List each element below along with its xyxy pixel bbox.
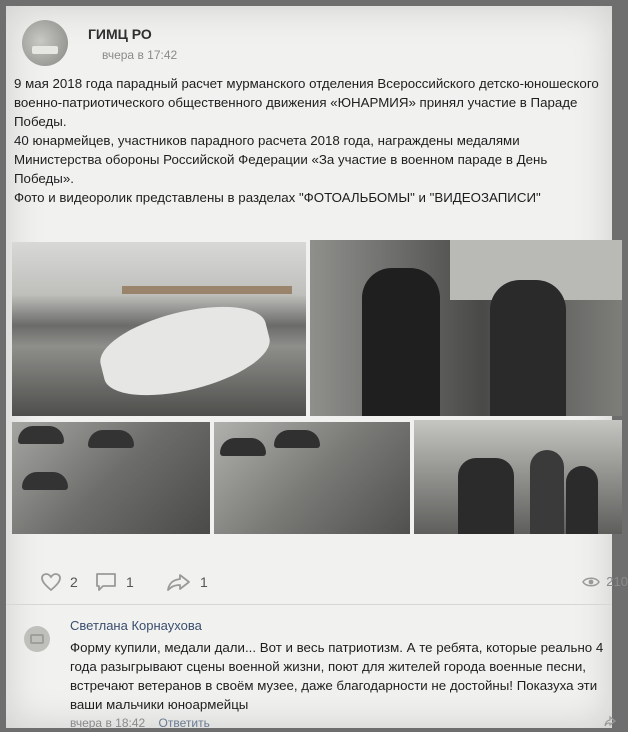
reply-button[interactable]: Ответить bbox=[158, 716, 210, 730]
post-paragraph: 40 юнармейцев, участников парадного расчета 2018 года, награждены медалями Министерства обороны Российской Федерации «За участие в военном параде в День Победы». bbox=[14, 133, 548, 186]
heart-icon bbox=[40, 572, 62, 592]
comment-time[interactable]: вчера в 18:42 bbox=[70, 716, 146, 730]
camera-icon bbox=[30, 634, 44, 644]
comment-text: Форму купили, медали дали... Вот и весь патриотизм. А те ребята, которые реально 4 года разыгрывают сцены военной жизни, поют для жителей города военные песни, встречают ветеранов в своём музее, даже благодарности не достойны! Показуха эти ваши мальчики юноармейцы bbox=[70, 640, 604, 712]
comment-meta bbox=[70, 716, 210, 730]
post-paragraph: Фото и видеоролик представлены в разделах "ФОТОАЛЬБОМЫ" и "ВИДЕОЗАПИСИ" bbox=[14, 190, 541, 205]
photo-award-ceremony[interactable] bbox=[310, 240, 622, 416]
group-avatar[interactable] bbox=[22, 20, 68, 66]
comment-button[interactable] bbox=[94, 572, 134, 592]
post-time[interactable]: вчера в 17:42 bbox=[102, 48, 178, 62]
share-icon[interactable] bbox=[604, 716, 616, 728]
photo-cadets-2[interactable] bbox=[214, 422, 410, 534]
share-button[interactable] bbox=[166, 572, 208, 592]
post-author[interactable]: ГИМЦ РО bbox=[88, 26, 152, 42]
comment-icon bbox=[94, 572, 118, 592]
photo-award-handshake[interactable] bbox=[414, 420, 622, 534]
post-paragraph: 9 мая 2018 года парадный расчет мурманского отделения Всероссийского детско-юношеского военно-патриотического общественного движения «ЮНАРМИЯ» принял участие в Параде Победы. bbox=[14, 76, 599, 129]
comment-author[interactable]: Светлана Корнаухова bbox=[70, 618, 202, 633]
views-count: 210 bbox=[606, 574, 628, 589]
photo-cadets-1[interactable] bbox=[12, 422, 210, 534]
share-icon bbox=[166, 572, 192, 592]
like-count: 2 bbox=[70, 574, 78, 590]
post-card bbox=[6, 6, 628, 730]
divider bbox=[6, 604, 612, 605]
commenter-avatar[interactable] bbox=[24, 626, 50, 652]
photo-hall[interactable] bbox=[12, 242, 306, 416]
post-actions bbox=[14, 572, 628, 596]
post-header bbox=[22, 20, 582, 68]
views-counter bbox=[582, 574, 628, 589]
share-count: 1 bbox=[200, 574, 208, 590]
like-button[interactable] bbox=[40, 572, 78, 592]
eye-icon bbox=[582, 576, 600, 588]
post-text bbox=[14, 74, 606, 207]
comment-count: 1 bbox=[126, 574, 134, 590]
